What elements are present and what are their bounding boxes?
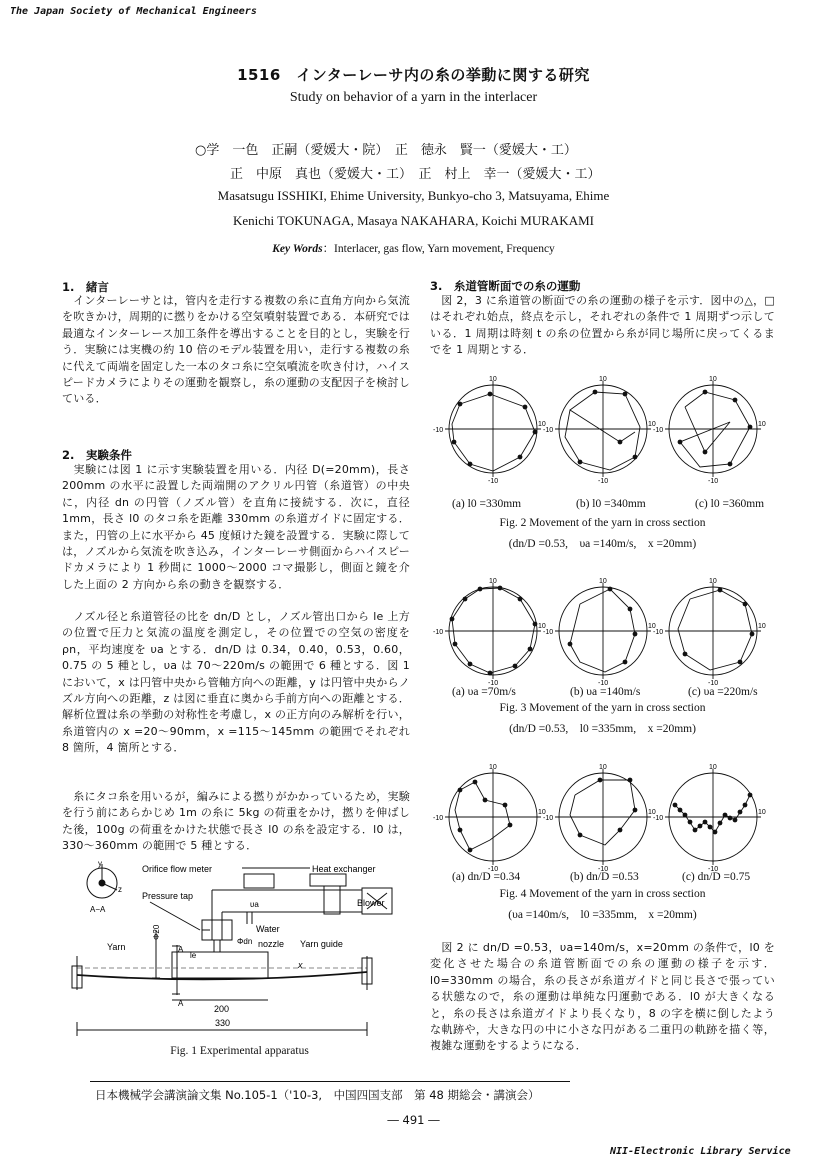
fig3b-tick-top: 10 <box>599 578 607 585</box>
keywords-label: Key Words <box>272 243 323 255</box>
authors-jp-line2: 正 中原 真也（愛媛大・工） 正 村上 幸一（愛媛大・工） <box>230 167 601 182</box>
fig2c-tick-bottom: -10 <box>708 478 719 484</box>
section-3-body-1: 図 2，3 に糸道管の断面での糸の運動の様子を示す．図中の△，□はそれぞれ始点，終点を示し，それぞれの条件で 1 周期ずつ示している．1 周期は時刻 t の糸の位置から糸が同じ場所に戻ってくるまでを 1 周期とする． <box>430 294 775 357</box>
fig4-conditions: (υa =140m/s, l0 =335mm, x =20mm) <box>508 909 697 921</box>
fig2a-tick-bottom: -10 <box>488 478 499 484</box>
fig2a-subcaption: (a) l0 =330mm <box>452 498 522 510</box>
fig4a-tick-bottom: -10 <box>488 866 499 872</box>
fig4a-tick-right: 10 <box>538 809 546 816</box>
fig1-dim-200: 200 <box>214 1004 230 1014</box>
fig2b-tick-bottom: -10 <box>598 478 609 484</box>
fig4-caption: Fig. 4 Movement of the yarn in cross section <box>499 888 706 900</box>
fig4a-tick-top: 10 <box>489 764 497 771</box>
fig1-aa-label: A−A <box>90 905 106 914</box>
authors-jp-line1: ○学 一色 正嗣（愛媛大・院） 正 徳永 賢一（愛媛大・工） <box>195 143 577 158</box>
fig1-le-label: le <box>190 951 197 960</box>
fig2a-tick-right: 10 <box>538 421 546 428</box>
fig2c-tick-top: 10 <box>709 376 717 383</box>
fig1-caption: Fig. 1 Experimental apparatus <box>170 1045 309 1057</box>
fig1-y-axis: y <box>98 860 102 868</box>
fig2b-tick-left: -10 <box>543 427 554 434</box>
fig3a-tick-bottom: -10 <box>488 680 499 686</box>
fig4c-subcaption: (c) dn/D =0.75 <box>682 871 751 883</box>
fig4c-tick-bottom: -10 <box>708 866 719 872</box>
fig3a-subcaption: (a) υa =70m/s <box>452 686 516 698</box>
fig3b-tick-left: -10 <box>543 629 554 636</box>
keywords-line <box>0 240 827 256</box>
fig4b-tick-left: -10 <box>543 815 554 822</box>
fig4c-tick-left: -10 <box>653 815 664 822</box>
fig2c-tick-left: -10 <box>653 427 664 434</box>
fig4a-tick-left: -10 <box>433 815 444 822</box>
fig3c-tick-bottom: -10 <box>708 680 719 686</box>
fig2a-tick-left: -10 <box>433 427 444 434</box>
footer-rule <box>90 1081 570 1082</box>
fig4c-tick-top: 10 <box>709 764 717 771</box>
fig3a-tick-right: 10 <box>538 623 546 630</box>
fig3b-tick-bottom: -10 <box>598 680 609 686</box>
fig3c-subcaption: (c) υa =220m/s <box>688 686 758 698</box>
fig4b-tick-bottom: -10 <box>598 866 609 872</box>
fig4b-tick-top: 10 <box>599 764 607 771</box>
fig4b-subcaption: (b) dn/D =0.53 <box>570 871 639 883</box>
fig3c-tick-right: 10 <box>758 623 766 630</box>
fig1-a-top: A <box>178 945 184 954</box>
fig2-plots <box>430 372 775 484</box>
section-2-body-1: 実験には図 1 に示す実験装置を用いる．内径 D(=20mm)，長さ 200mm の水平に設置した両端開のアクリル円管（糸道管）の中央に，内径 dn の円管（ノズル管）を直角に接続する．次に，直径 1mm，長さ l0 のタコ糸を距離 330mm の糸道ガイドに固定する．また，円管の上に水平から 45 度傾けた鏡を設置する．実験に際しては，ノズルから気流を吹き込み，インターレーサ側面からハイスピードカメラにより 1 秒間に 1000～2000 コマ撮影し，側面と鏡を介した上面の 2 方向から糸の動きを観察する． <box>62 463 410 591</box>
fig2b-tick-top: 10 <box>599 376 607 383</box>
fig1-orifice-label: Orifice flow meter <box>142 864 213 874</box>
page-number: ― 491 ― <box>387 1113 440 1127</box>
fig4a-subcaption: (a) dn/D =0.34 <box>452 871 521 883</box>
section-3-title: 3. 糸道管断面での糸の運動 <box>430 279 581 293</box>
fig2-caption: Fig. 2 Movement of the yarn in cross section <box>499 517 706 529</box>
fig3b-subcaption: (b) υa =140m/s <box>570 686 641 698</box>
fig1-x-axis: x <box>298 960 303 970</box>
authors-en-line1: Masatsugu ISSHIKI, Ehime University, Bunkyo-cho 3, Matsuyama, Ehime <box>217 188 610 203</box>
fig1-water-label: Water <box>256 924 280 934</box>
fig2b-tick-right: 10 <box>648 421 656 428</box>
fig1-pressure-tap-label: Pressure tap <box>142 891 194 901</box>
fig1-phi20-label: Φ20 <box>152 924 161 940</box>
fig3-caption: Fig. 3 Movement of the yarn in cross section <box>499 702 706 714</box>
fig4c-tick-right: 10 <box>758 809 766 816</box>
section-2-body-2: ノズル径と糸道管径の比を dn/D とし，ノズル管出口から le 上方の位置で圧力と気流の温度を測定し，その位置での空気の密度を ρn，平均速度を υa とする．dn/D は 0.34，0.40，0.53，0.60，0.75 の 5 種とし，υa は 70～220m/s の範囲で 6 種とする．図 1 において，x は円管中央から管軸方向への距離，y は円管中央からノズル方向への距離，z は図に垂直に奥から手前方向への距離とする．解析位置は糸の挙動の対称性を考慮し，x の正方向のみ解析を行い，糸道管内の x =20～90mm，x =115～145mm の範囲でそれぞれ 8 箇所，4 箇所とする． <box>62 610 410 755</box>
fig3a-tick-left: -10 <box>433 629 444 636</box>
fig1-nozzle-label: nozzle <box>258 939 285 949</box>
fig3-conditions: (dn/D =0.53, l0 =335mm, x =20mm) <box>509 723 696 735</box>
fig2a-tick-top: 10 <box>489 376 497 383</box>
fig2c-tick-right: 10 <box>758 421 766 428</box>
paper-title-jp: 1516 インターレーサ内の糸の挙動に関する研究 <box>237 66 590 84</box>
fig1-yarn-label: Yarn <box>107 942 126 952</box>
fig3b-tick-right: 10 <box>648 623 656 630</box>
fig4b-tick-right: 10 <box>648 809 656 816</box>
fig1-apparatus-diagram <box>62 860 417 1042</box>
fig1-phidn-label: Φdn <box>237 937 253 946</box>
fig1-blower-label: Blower <box>357 898 385 908</box>
fig2c-subcaption: (c) l0 =360mm <box>695 498 765 510</box>
fig1-yarn-guide-label: Yarn guide <box>300 939 343 949</box>
fig1-dim-330: 330 <box>215 1018 231 1028</box>
section-1-title: 1. 緒言 <box>62 280 109 294</box>
authors-en-line2: Kenichi TOKUNAGA, Masaya NAKAHARA, Koichi MURAKAMI <box>233 213 594 228</box>
nii-service-footer: NII-Electronic Library Service <box>610 1146 791 1157</box>
keywords-text: ：Interlacer, gas flow, Yarn movement, Frequency <box>322 243 555 255</box>
fig4-plots <box>430 760 775 872</box>
section-3-body-2: 図 2 に dn/D =0.53，υa=140m/s，x=20mm の条件で，l0 を変化させた場合の糸道管断面での糸の運動の様子を示す．l0=330mm の場合，糸の長さが糸道ガイドと同じ長さで張っている状態なので，糸の運動は単純な円運動である．l0 が大きくなると，糸の長さは糸道ガイドより長くなり，8 の字を横に倒したような軌跡や，大きな円の中に小さな円がある二重円の軌跡を描く等，複雑な運動をするようになる． <box>430 941 775 1053</box>
fig1-a-bottom: A <box>178 999 184 1008</box>
fig1-heat-exchanger-label: Heat exchanger <box>312 864 376 874</box>
fig3a-tick-top: 10 <box>489 578 497 585</box>
society-header: The Japan Society of Mechanical Engineers <box>10 6 257 17</box>
fig1-z-axis: z <box>118 885 122 894</box>
fig1-va-label: υa <box>250 900 259 909</box>
section-1-body: インターレーサとは，管内を走行する複数の糸に直角方向から気流を吹きかけ，周期的に撚りをかける空気噴射装置である．本研究では最適なインターレース加工条件を導出することを目的とし，実験を行う．実験には実機の約 10 倍のモデル装置を用い，走行する複数の糸に代えて両端を固定した一本のタコ糸に空気噴流を吹き付け，ハイスピードカメラによりその運動を観察し，糸の運動の支配因子を検討している． <box>62 294 410 406</box>
footer-proceedings: 日本機械学会講演論文集 No.105-1（'10-3, 中国四国支部 第 48 期総会・講演会） <box>95 1088 540 1102</box>
section-2-body-3: 糸にタコ糸を用いるが，編みによる撚りがかかっているため，実験を行う前にあらかじめ 1m の糸に 5kg の荷重をかけ，撚りを伸ばした後，100g の荷重をかけた状態で長さ l0 の糸を設定する．l0 は，330～360mm の範囲で 5 種とする． <box>62 790 410 853</box>
fig2-conditions: (dn/D =0.53, υa =140m/s, x =20mm) <box>508 538 697 550</box>
fig3c-tick-left: -10 <box>653 629 664 636</box>
fig3c-tick-top: 10 <box>709 578 717 585</box>
fig3-plots <box>430 574 775 686</box>
section-2-title: 2. 実験条件 <box>62 448 132 462</box>
fig2b-subcaption: (b) l0 =340mm <box>576 498 646 510</box>
paper-title-en: Study on behavior of a yarn in the interlacer <box>289 90 538 105</box>
